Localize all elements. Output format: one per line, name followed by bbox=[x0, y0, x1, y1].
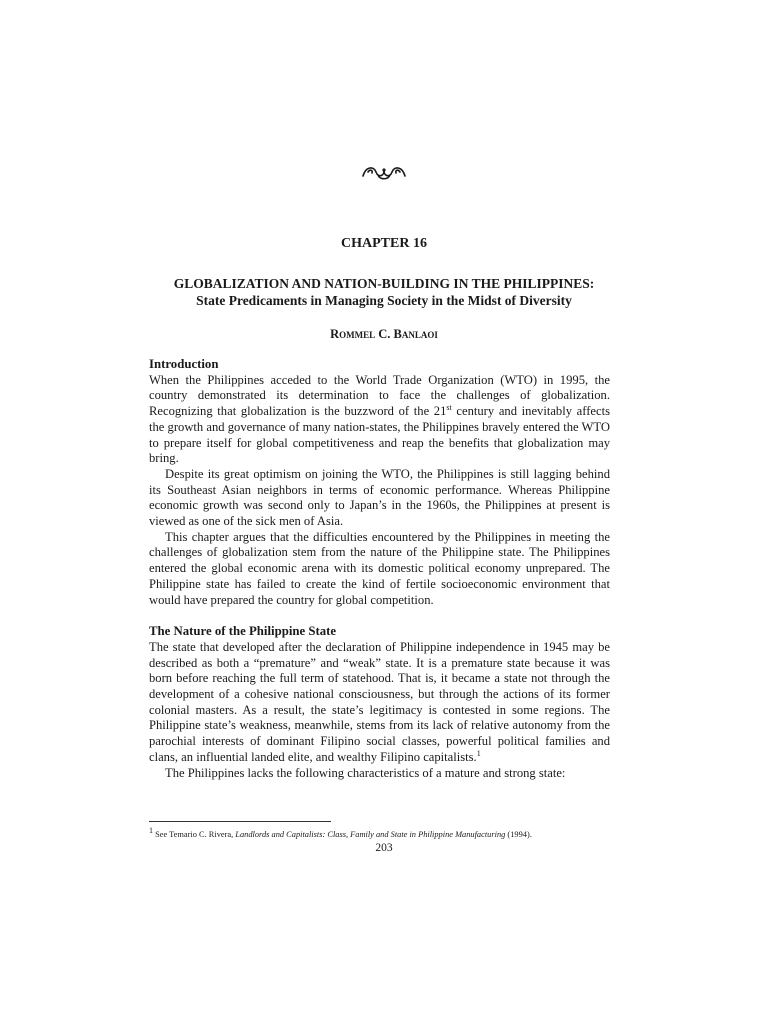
section-heading-introduction: Introduction bbox=[149, 357, 219, 371]
paragraph: This chapter argues that the difficulties encountered by the Philippines in meeting the challenges of globalization stem from the nature of the Philippine state. The Philippines entered the global economic arena with its domestic political economy unprepared. The Philippine state has failed to create the kind of fertile socioeconomic environment that would have prepared the country for global competition. bbox=[149, 529, 610, 607]
paragraph bbox=[149, 373, 610, 467]
paragraph bbox=[149, 640, 610, 766]
footnote-reference[interactable]: 1 bbox=[476, 748, 481, 758]
paragraph-text: century and inevitably affects the growth and governance of many nation-states, the Philippines bravely entered the WTO to prepare itself for global competitiveness and reap the benefits that globalization may bring. bbox=[149, 404, 610, 466]
chapter-title-block bbox=[100, 275, 668, 309]
paragraph: The Philippines lacks the following characteristics of a mature and strong state: bbox=[165, 765, 566, 780]
paragraph-text: When the Philippines acceded to the World Trade Organization (WTO) in 1995, the country demonstrated its determination to face the challenges of globalization. Recognizing that globalization is the buzzword of the 21 bbox=[149, 372, 610, 419]
author-name: Rommel C. Banlaoi bbox=[330, 327, 438, 341]
paragraph: Despite its great optimism on joining the WTO, the Philippines is still lagging behind its Southeast Asian neighbors in terms of economic performance. Whereas Philippine economic growth was second only to Japan’s in the 1960s, the Philippines at present is viewed as one of the sick men of Asia. bbox=[149, 466, 610, 529]
fleuron-ornament-icon bbox=[0, 162, 768, 187]
chapter-subtitle: State Predicaments in Managing Society in the Midst of Diversity bbox=[196, 293, 572, 308]
footnote-divider bbox=[149, 821, 331, 822]
footnote-text-end: (1994). bbox=[505, 830, 532, 839]
chapter-label: CHAPTER 16 bbox=[341, 236, 427, 251]
page-number: 203 bbox=[375, 842, 393, 854]
superscript: st bbox=[446, 402, 452, 412]
footnote-book-title: Landlords and Capitalists: Class, Family and State in Philippine Manufacturing bbox=[235, 830, 506, 839]
paragraph-text: The state that developed after the declaration of Philippine independence in 1945 may be described as both a “premature” and “weak” state. It is a premature state because it was born before reaching the full term of statehood. That is, it became a state not through the development of a cohesive national consciousness, but through the actions of its former colonial masters. As a result, the state’s legitimacy is contested in some regions. The Philippine state’s weakness, meanwhile, stems from its lack of relative autonomy from the parochial interests of dominant Filipino social classes, powerful political families and clans, an influential landed elite, and wealthy Filipino capitalists. bbox=[149, 639, 610, 764]
body-text bbox=[149, 357, 610, 781]
chapter-title: GLOBALIZATION AND NATION-BUILDING IN THE PHILIPPINES: bbox=[173, 276, 595, 291]
footnote bbox=[149, 826, 610, 840]
section-heading-nature-of-state: The Nature of the Philippine State bbox=[149, 624, 337, 639]
footnote-marker: 1 bbox=[149, 826, 153, 836]
footnote-text: See Temario C. Rivera, bbox=[153, 830, 236, 839]
